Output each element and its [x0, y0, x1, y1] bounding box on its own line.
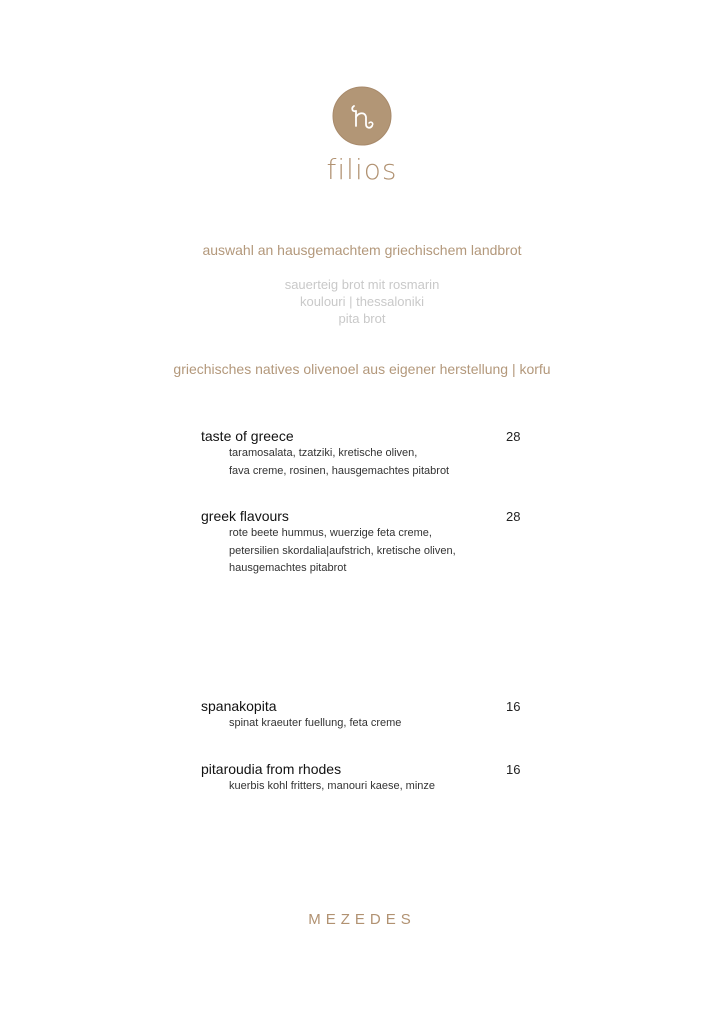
description-line: kuerbis kohl fritters, manouri kaese, minze: [229, 780, 436, 792]
menu-item-name: spanakopita: [201, 698, 277, 714]
description-line: hausgemachtes pitabrot: [229, 562, 347, 574]
filios-monogram-icon: [332, 86, 392, 146]
menu-item-price: 28: [506, 429, 521, 444]
description-line: rote beete hummus, wuerzige feta creme,: [229, 527, 432, 539]
menu-item-description: [229, 778, 435, 796]
bread-line: sauerteig brot mit rosmarin: [284, 277, 440, 292]
section-title: MEZEDES: [308, 911, 416, 928]
description-line: spinat kraeuter fuellung, feta creme: [229, 717, 402, 729]
menu-item-name: pitaroudia from rhodes: [201, 761, 342, 777]
menu-item-price: 16: [506, 699, 521, 714]
description-line: petersilien skordalia|aufstrich, kretische oliven,: [229, 544, 456, 557]
menu-item-name: taste of greece: [201, 428, 294, 444]
bread-line: koulouri | thessaloniki: [299, 294, 425, 309]
olive-oil-note: griechisches natives olivenoel aus eigener herstellung | korfu: [173, 361, 551, 377]
brand-name: filios: [326, 153, 398, 186]
description-line: taramosalata, tzatziki, kretische oliven,: [229, 447, 418, 459]
menu-item-description: [229, 715, 401, 733]
bread-heading: auswahl an hausgemachtem griechischem landbrot: [202, 242, 522, 258]
bread-line: pita brot: [338, 311, 386, 326]
description-line: fava creme, rosinen, hausgemachtes pitabrot: [229, 464, 450, 477]
menu-item-description: [229, 525, 456, 578]
menu-item-description: [229, 445, 449, 480]
menu-item-name: greek flavours: [201, 508, 289, 524]
menu-item-price: 16: [506, 762, 521, 777]
menu-item-price: 28: [506, 509, 521, 524]
